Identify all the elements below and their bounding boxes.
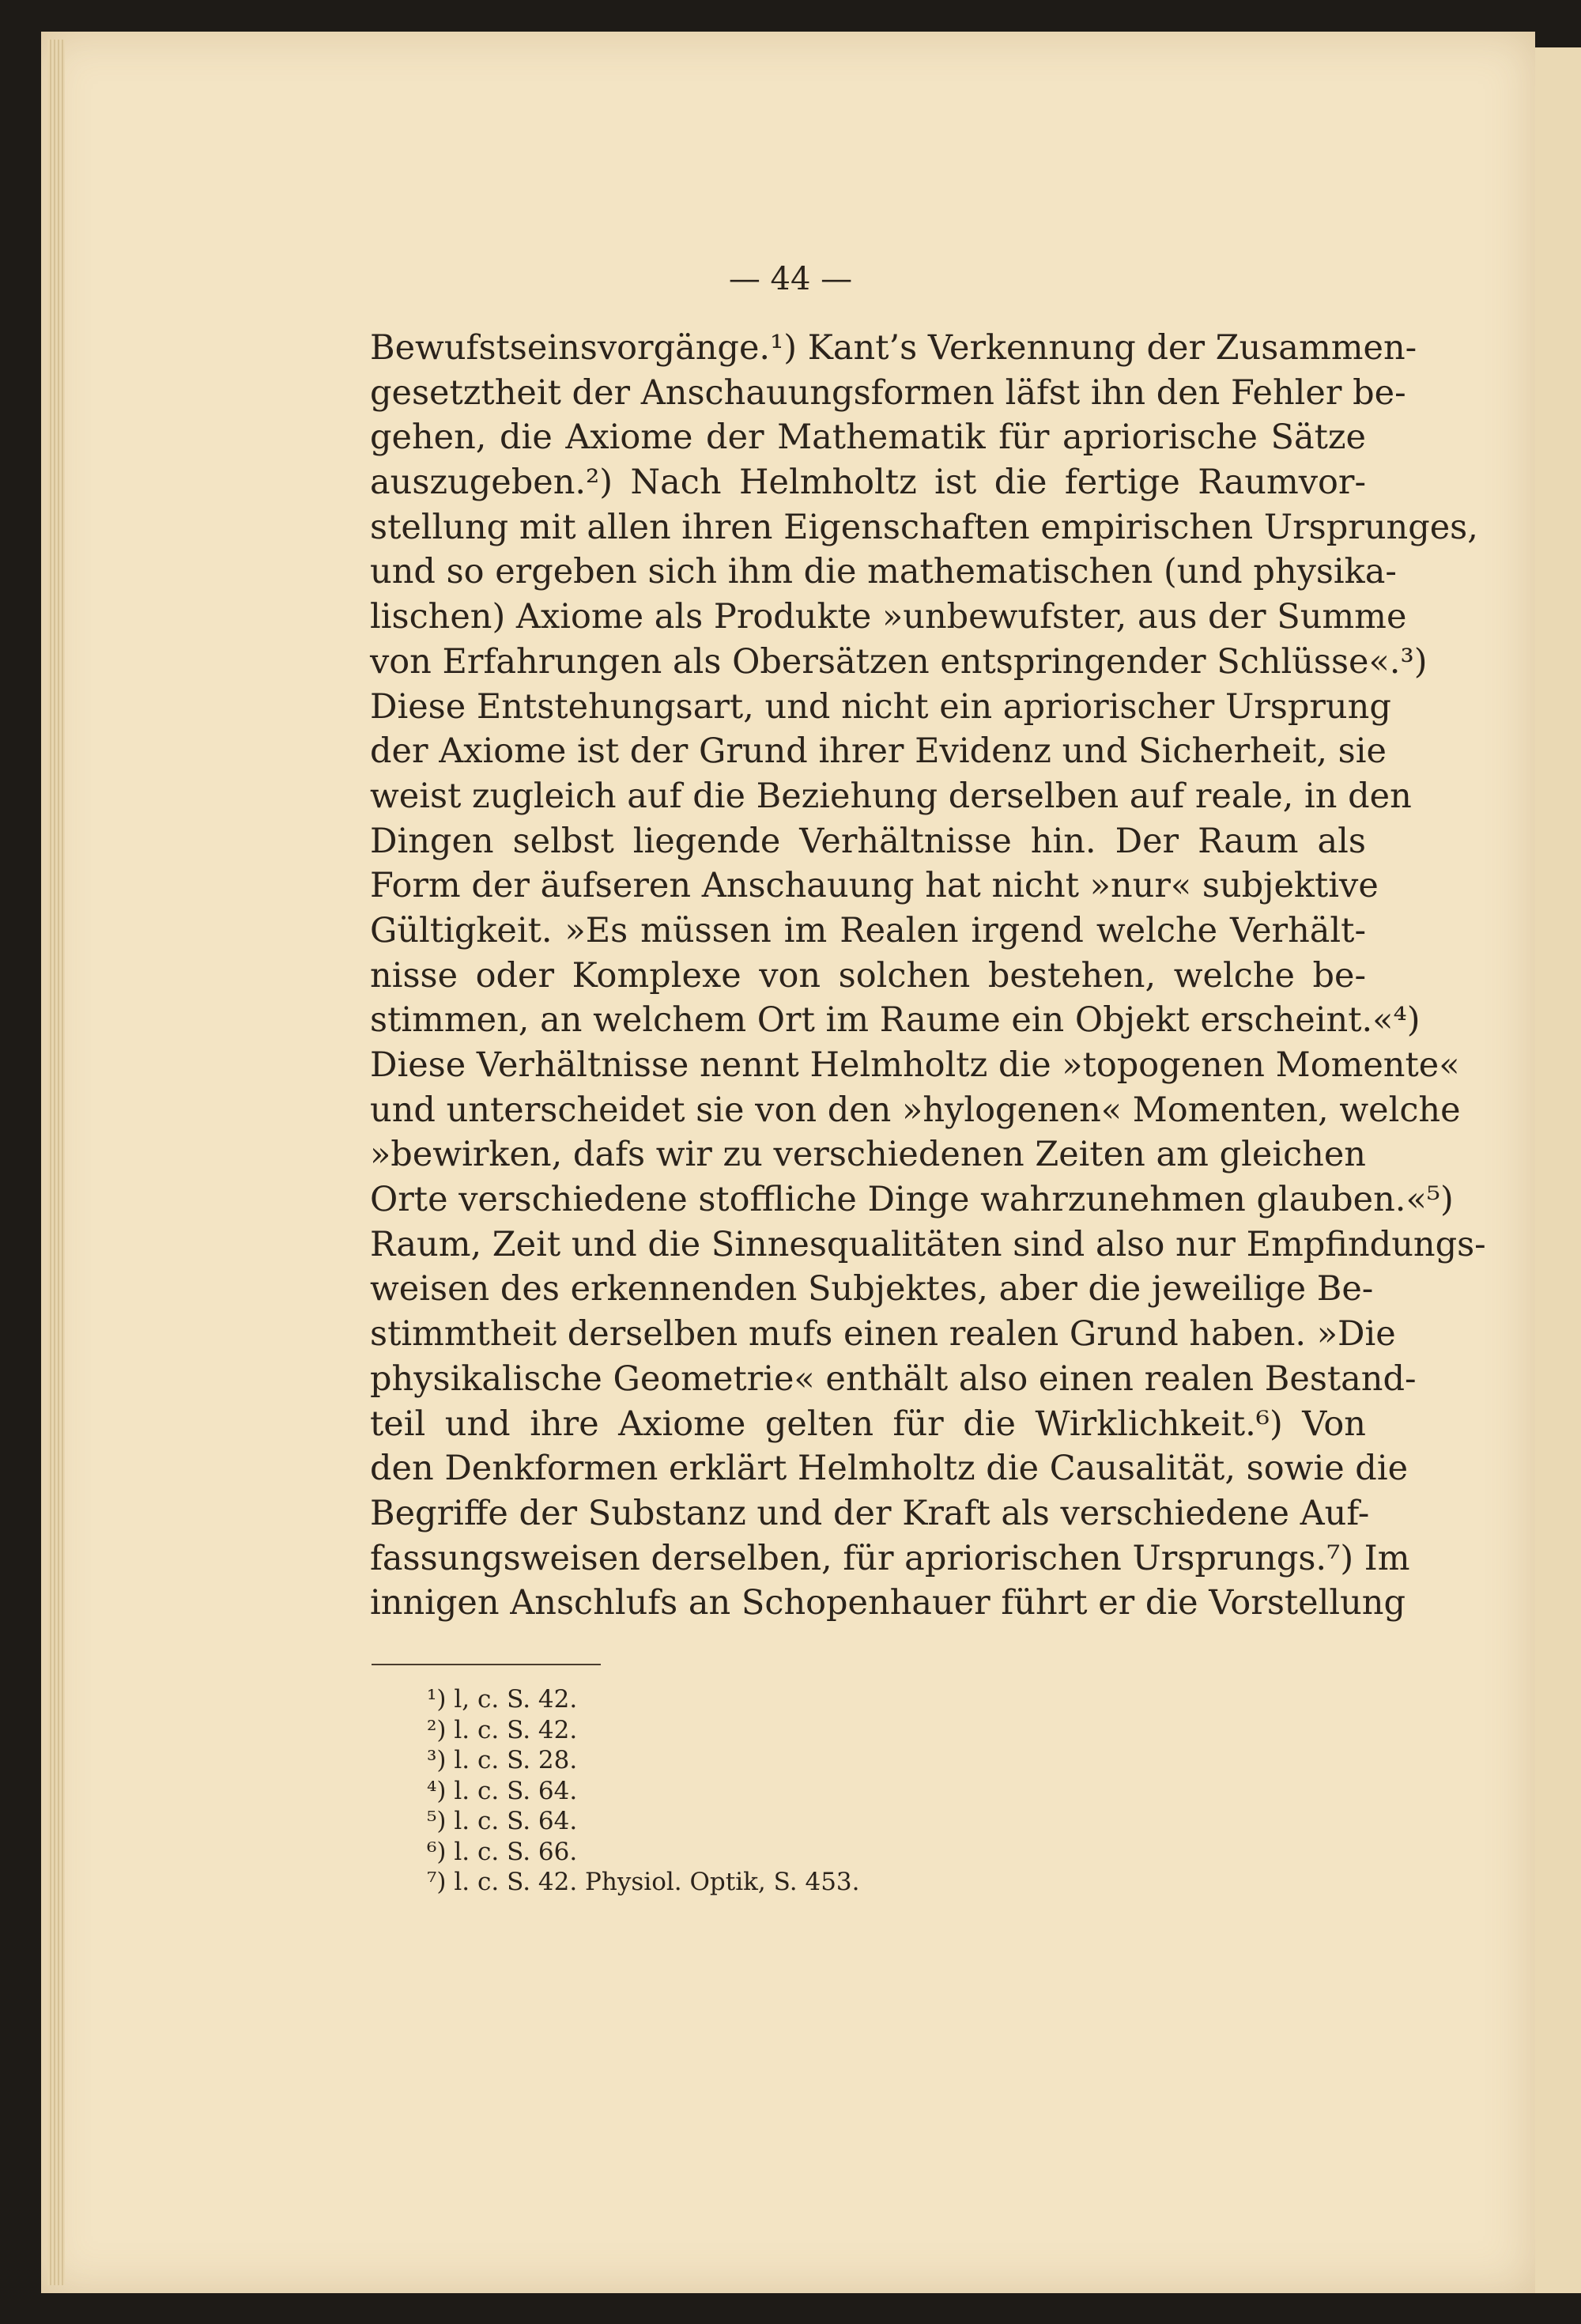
text-line: weist zugleich auf die Beziehung derselben auf reale, in den (370, 776, 1412, 816)
text-line: stimmtheit derselben mufs einen realen Grund haben. »Die (370, 1314, 1396, 1355)
text-line: innigen Anschlufs an Schopenhauer führt er die Vorstellung (370, 1583, 1406, 1623)
text-line: auszugeben.²) Nach Helmholtz ist die fertige Raumvor- (370, 463, 1366, 503)
text-line: Gültigkeit. »Es müssen im Realen irgend welche Verhält- (370, 910, 1366, 950)
text-line: Diese Verhältnisse nennt Helmholtz die »topogenen Momente« (370, 1045, 1460, 1085)
footnotes (427, 1684, 860, 1898)
text-line: von Erfahrungen als Obersätzen entspringender Schlüsse«.³) (370, 641, 1428, 682)
footnote: ³) l. c. S. 28. (427, 1746, 578, 1774)
text-line: Bewufstseinsvorgänge.¹) Kant’s Verkennung der Zusammen- (370, 328, 1417, 368)
text-line: teil und ihre Axiome gelten für die Wirklichkeit.⁶) Von (370, 1404, 1366, 1444)
footnote-divider (372, 1664, 601, 1665)
footnote: ⁴) l. c. S. 64. (427, 1776, 578, 1805)
text-line: nisse oder Komplexe von solchen bestehen, welche be- (370, 955, 1366, 996)
text-line: physikalische Geometrie« enthält also einen realen Bestand- (370, 1359, 1417, 1399)
text-line: stimmen, an welchem Ort im Raume ein Objekt erscheint.«⁴) (370, 1000, 1421, 1041)
footnote: ²) l. c. S. 42. (427, 1715, 578, 1744)
text-line: und so ergeben sich ihm die mathematischen (und physika- (370, 552, 1397, 592)
footnote: ¹) l, c. S. 42. (427, 1685, 578, 1714)
footnote: ⁶) l. c. S. 66. (427, 1837, 578, 1866)
text-line: »bewirken, dafs wir zu verschiedenen Zeiten am gleichen (370, 1135, 1366, 1175)
text-line: den Denkformen erklärt Helmholtz die Causalität, sowie die (370, 1449, 1409, 1489)
footnote: ⁷) l. c. S. 42. Physiol. Optik, S. 453. (427, 1868, 860, 1896)
text-line: Form der äufseren Anschauung hat nicht »nur« subjektive (370, 866, 1379, 906)
text-line: und unterscheidet sie von den »hylogenen« Momenten, welche (370, 1090, 1461, 1130)
text-line: der Axiome ist der Grund ihrer Evidenz und Sicherheit, sie (370, 731, 1387, 772)
text-line: Orte verschiedene stoffliche Dinge wahrzunehmen glauben.«⁵) (370, 1180, 1454, 1220)
facing-page-edge (1535, 47, 1581, 2293)
footnote: ⁵) l. c. S. 64. (427, 1807, 578, 1835)
text-line: gesetztheit der Anschauungsformen läfst ihn den Fehler be- (370, 372, 1406, 413)
body-text (370, 326, 1486, 1626)
text-line: gehen, die Axiome der Mathematik für apriorische Sätze (370, 418, 1366, 458)
page-edge-stack (47, 40, 65, 2285)
text-line: weisen des erkennenden Subjektes, aber die jeweilige Be- (370, 1269, 1374, 1309)
text-line: fassungsweisen derselben, für apriorischen Ursprungs.⁷) Im (370, 1538, 1410, 1578)
text-line: stellung mit allen ihren Eigenschaften empirischen Ursprunges, (370, 507, 1478, 547)
page-number: — 44 — (728, 261, 853, 297)
text-line: lischen) Axiome als Produkte »unbewufster, aus der Summe (370, 597, 1407, 637)
text-line: Raum, Zeit und die Sinnesqualitäten sind also nur Empfindungs- (370, 1224, 1486, 1264)
text-line: Diese Entstehungsart, und nicht ein apriorischer Ursprung (370, 686, 1391, 727)
text-line: Dingen selbst liegende Verhältnisse hin. Der Raum als (370, 821, 1366, 861)
text-line: Begriffe der Substanz und der Kraft als verschiedene Auf- (370, 1493, 1370, 1533)
